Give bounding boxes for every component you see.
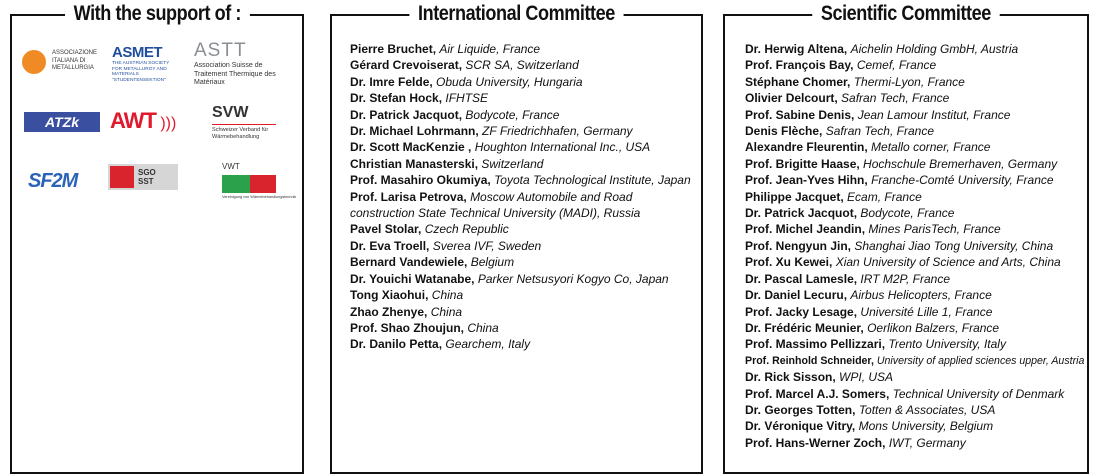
aim-logo-text: ASSOCIAZIONE ITALIANA DI METALLURGIA — [52, 50, 98, 71]
member-row — [350, 238, 691, 254]
member-row — [350, 221, 691, 237]
member-name: Prof. Shao Zhoujun, — [350, 320, 464, 335]
member-affiliation: Belgium — [470, 255, 515, 270]
member-row — [745, 238, 1084, 254]
member-affiliation: IWT, Germany — [888, 435, 966, 450]
member-name: Dr. Youichi Watanabe, — [350, 271, 475, 286]
vwt-flag-icon — [222, 171, 276, 195]
vwt-logo-sub: Vereinigung von Wärmebehandlungstechnik — [222, 195, 297, 199]
member-row — [350, 320, 691, 336]
member-name: Dr. Daniel Lecuru, — [745, 288, 848, 303]
member-affiliation: Mons University, Belgium — [858, 419, 994, 434]
member-affiliation: construction State Technical University (MADI), Russia — [350, 206, 641, 221]
member-name: Olivier Delcourt, — [745, 91, 838, 106]
member-row — [745, 254, 1084, 270]
member-affiliation: Safran Tech, France — [825, 124, 934, 139]
scientific-committee-title: Scientific Committee — [812, 2, 999, 26]
member-row — [745, 402, 1084, 418]
member-name: Dr. Herwig Altena, — [745, 42, 848, 56]
asmet-logo-sub: THE AUSTRIAN SOCIETY FOR METALLURGY AND MATERIALS "STUDENTENSEKTION" — [112, 61, 170, 83]
member-affiliation: Xian University of Science and Arts, China — [835, 255, 1061, 270]
member-row — [350, 205, 691, 221]
scientific-committee-panel — [723, 2, 1089, 474]
member-name: Dr. Danilo Petta, — [350, 337, 443, 352]
member-name: Zhao Zhenye, — [350, 304, 428, 319]
member-affiliation: Toyota Technological Institute, Japan — [494, 173, 691, 188]
member-row — [745, 287, 1084, 303]
scientific-member-list — [745, 41, 1084, 451]
member-name: Tong Xiaohui, — [350, 288, 429, 303]
member-row — [350, 107, 691, 123]
member-name: Pavel Stolar, — [350, 222, 422, 237]
vwt-logo-name: VWT — [222, 162, 240, 171]
member-row — [350, 271, 691, 287]
member-affiliation: IFHTSE — [445, 91, 489, 106]
member-affiliation: Shanghai Jiao Tong University, China — [854, 238, 1054, 253]
member-name: Dr. Stefan Hock, — [350, 91, 443, 106]
member-affiliation: IRT M2P, France — [860, 271, 951, 286]
vwt-logo — [222, 162, 296, 199]
member-affiliation: Moscow Automobile and Road — [470, 189, 633, 204]
member-affiliation: Cemef, France — [856, 58, 937, 73]
member-name: Philippe Jacquet, — [745, 189, 844, 204]
sf2m-logo: SF2M — [28, 170, 78, 192]
member-row — [350, 41, 691, 57]
member-affiliation: Air Liquide, France — [439, 42, 541, 56]
member-name: Prof. Michel Jeandin, — [745, 222, 866, 237]
international-committee-panel — [330, 2, 703, 474]
member-name: Dr. Patrick Jacquot, — [350, 107, 463, 122]
member-row — [745, 74, 1084, 90]
member-name: Prof. Reinhold Schneider, — [745, 354, 874, 367]
member-name: Christian Manasterski, — [350, 156, 479, 171]
member-name: Dr. Patrick Jacquot, — [745, 206, 858, 221]
member-name: Pierre Bruchet, — [350, 42, 437, 56]
member-affiliation: Jean Lamour Institut, France — [857, 107, 1011, 122]
member-affiliation: SCR SA, Switzerland — [465, 58, 579, 73]
member-row — [745, 320, 1084, 336]
member-affiliation: China — [431, 288, 464, 303]
sgo-mark-icon — [110, 166, 134, 188]
member-name: Stéphane Chomer, — [745, 74, 851, 89]
member-affiliation: China — [430, 304, 463, 319]
member-row — [745, 189, 1084, 205]
member-row — [745, 41, 1084, 57]
member-name: Prof. Hans-Werner Zoch, — [745, 435, 886, 450]
member-affiliation: Université Lille 1, France — [860, 304, 993, 319]
member-row — [350, 57, 691, 73]
member-row — [745, 369, 1084, 385]
member-affiliation: Franche-Comté University, France — [871, 173, 1054, 188]
member-affiliation: WPI, USA — [839, 370, 894, 385]
international-committee-title: International Committee — [409, 2, 623, 26]
awt-logo-name: AWT — [110, 108, 156, 133]
member-row — [745, 205, 1084, 221]
member-name: Prof. Masahiro Okumiya, — [350, 173, 491, 188]
member-affiliation: Czech Republic — [424, 222, 509, 237]
member-name: Dr. Georges Totten, — [745, 402, 856, 417]
sgo-logo — [108, 164, 178, 190]
member-name: Gérard Crevoiserat, — [350, 58, 463, 73]
member-name: Dr. Michael Lohrmann, — [350, 124, 479, 139]
sgo-logo-text: SGO SST — [138, 168, 156, 186]
member-name: Prof. Jacky Lesage, — [745, 304, 858, 319]
member-affiliation: Aichelin Holding GmbH, Austria — [850, 42, 1019, 56]
member-row — [745, 123, 1084, 139]
member-affiliation: Technical University of Denmark — [892, 386, 1065, 401]
astt-logo-name: ASTT — [194, 40, 247, 61]
member-affiliation: Houghton International Inc., USA — [474, 140, 651, 155]
svw-logo — [212, 104, 282, 140]
member-affiliation: Oerlikon Balzers, France — [867, 320, 1000, 335]
awt-logo — [110, 108, 176, 134]
member-row — [350, 90, 691, 106]
member-affiliation: Bodycote, France — [465, 107, 560, 122]
astt-logo — [194, 40, 290, 88]
member-name: Dr. Véronique Vitry, — [745, 419, 856, 434]
member-affiliation: Hochschule Bremerhaven, Germany — [863, 156, 1058, 171]
svw-logo-line — [212, 124, 276, 125]
asmet-logo — [112, 44, 176, 83]
member-name: Dr. Scott MacKenzie , — [350, 140, 472, 155]
member-affiliation: Totten & Associates, USA — [858, 402, 996, 417]
member-affiliation: Trento University, Italy — [888, 337, 1006, 352]
member-name: Prof. Nengyun Jin, — [745, 238, 852, 253]
member-row — [350, 287, 691, 303]
member-name: Prof. Sabine Denis, — [745, 107, 855, 122]
member-name: Dr. Frédéric Meunier, — [745, 320, 864, 335]
member-row — [745, 107, 1084, 123]
member-affiliation: Gearchem, Italy — [445, 337, 531, 352]
member-name: Denis Flèche, — [745, 124, 823, 139]
member-row — [745, 386, 1084, 402]
member-row — [745, 172, 1084, 188]
member-row — [745, 271, 1084, 287]
member-affiliation: Obuda University, Hungaria — [436, 74, 583, 89]
member-row — [745, 90, 1084, 106]
member-name: Prof. Xu Kewei, — [745, 255, 833, 270]
svw-logo-sub: Schweizer Verband für Wärmebehandlung — [212, 127, 269, 140]
astt-logo-sub: Association Suisse de Traitement Thermique des Matériaux — [194, 62, 276, 86]
member-row — [350, 123, 691, 139]
member-row — [350, 304, 691, 320]
support-title: With the support of : — [65, 2, 250, 26]
member-name: Alexandre Fleurentin, — [745, 140, 868, 155]
member-affiliation: Airbus Helicopters, France — [850, 288, 992, 303]
member-affiliation: Switzerland — [481, 156, 544, 171]
member-row — [350, 139, 691, 155]
awt-waves-icon: ))) — [160, 115, 177, 132]
member-name: Dr. Eva Troell, — [350, 238, 430, 253]
member-affiliation: China — [467, 320, 499, 335]
international-member-list — [350, 41, 691, 353]
member-row — [350, 172, 691, 188]
member-row — [350, 254, 691, 270]
member-row — [350, 189, 691, 205]
member-affiliation: Parker Netsusyori Kogyo Co, Japan — [477, 271, 669, 286]
member-row — [745, 139, 1084, 155]
member-affiliation: Bodycote, France — [860, 206, 955, 221]
member-affiliation: Mines ParisTech, France — [868, 222, 1001, 237]
aim-logo-icon — [22, 50, 46, 74]
member-row — [745, 353, 1084, 369]
member-name: Dr. Imre Felde, — [350, 74, 433, 89]
member-affiliation: Ecam, France — [847, 189, 922, 204]
support-panel — [10, 2, 304, 474]
member-name: Bernard Vandewiele, — [350, 255, 468, 270]
member-name: Prof. Brigitte Haase, — [745, 156, 860, 171]
member-affiliation: University of applied sciences upper, Austria — [876, 354, 1085, 367]
member-row — [350, 336, 691, 352]
member-affiliation: Metallo corner, France — [871, 140, 991, 155]
member-name: Prof. Larisa Petrova, — [350, 189, 467, 204]
member-affiliation: ZF Friedrichhafen, Germany — [482, 124, 633, 139]
member-row — [745, 221, 1084, 237]
atzk-logo: ATZk — [24, 112, 100, 132]
member-affiliation: Sverea IVF, Sweden — [432, 238, 542, 253]
member-row — [745, 156, 1084, 172]
member-row — [350, 156, 691, 172]
member-name: Prof. Massimo Pellizzari, — [745, 337, 886, 352]
member-name: Prof. François Bay, — [745, 58, 854, 73]
member-row — [745, 435, 1084, 451]
member-row — [745, 418, 1084, 434]
member-name: Prof. Marcel A.J. Somers, — [745, 386, 890, 401]
member-affiliation: Safran Tech, France — [841, 91, 950, 106]
member-row — [745, 304, 1084, 320]
member-name: Dr. Rick Sisson, — [745, 370, 836, 385]
member-row — [745, 57, 1084, 73]
svw-logo-name: SVW — [212, 104, 249, 121]
member-name: Prof. Jean-Yves Hihn, — [745, 173, 868, 188]
member-affiliation: Thermi-Lyon, France — [853, 74, 965, 89]
asmet-logo-name: ASMET — [112, 44, 162, 61]
member-row — [745, 336, 1084, 352]
member-row — [350, 74, 691, 90]
member-name: Dr. Pascal Lamesle, — [745, 271, 858, 286]
